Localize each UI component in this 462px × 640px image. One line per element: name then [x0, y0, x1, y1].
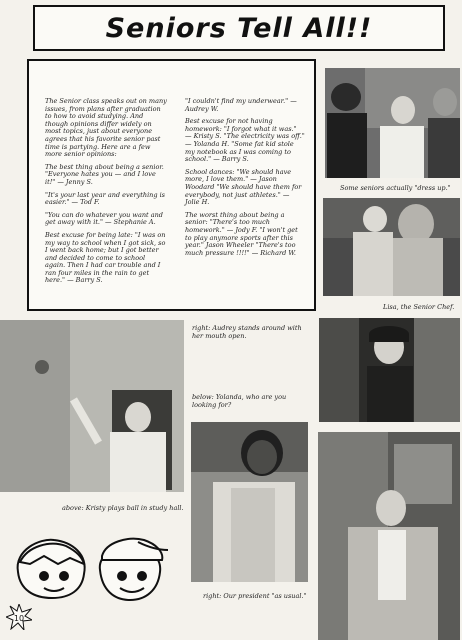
page-title: Seniors Tell All!! — [105, 13, 373, 44]
caption-yolanda: below: Yolanda, who are you looking for? — [192, 393, 287, 409]
article-paragraph: Best excuse for not having homework: "I forgot what it was." — Kristy S. "The electricity was off." — Yolanda H. "Some fat kid stole my notebook as I was coming to school." — Barry S. — [185, 117, 305, 164]
article-column-1 — [45, 98, 167, 290]
caption-kristy: above: Kristy plays ball in study hall. — [62, 504, 184, 512]
cartoon-girl-face-icon — [18, 540, 85, 598]
title-banner — [33, 5, 445, 51]
article-paragraph: The worst thing about being a senior: "There's too much homework." — Jody F. "I won't get to play anymore sports after this year." Jason Wheeler "There's too much pressure !!!!" — Richard W. — [185, 210, 298, 257]
caption-seniors-dress-up: Some seniors actually "dress up." — [340, 184, 451, 192]
article-paragraph: The best thing about being a senior. "Everyone hates you — and I love it!" — Jenny S. — [45, 162, 164, 186]
page-number-burst-icon — [6, 604, 32, 630]
article-column-2 — [185, 98, 305, 262]
photo-audrey — [319, 318, 460, 422]
article-paragraph: School dances: "We should have more, I love them." — Jason Woodard "We should have them for everybody, not just athletes." — Jolie H. — [185, 167, 302, 207]
photo-president — [318, 432, 460, 640]
article-paragraph: "I couldn't find my underwear." — Audrey W. — [185, 97, 297, 113]
article-paragraph: "It's your last year and everything is easier." — Tod F. — [45, 190, 165, 207]
article-box — [27, 59, 316, 311]
article-paragraph: "You can do whatever you want and get away with it." — Stephanie A. — [45, 210, 163, 227]
caption-senior-chef: Lisa, the Senior Chef. — [383, 303, 455, 311]
article-paragraph: Best excuse for being late: "I was on my way to school when I got sick, so I went back home; but I got better and decided to come to school again. Then I had car trouble and I ran four miles in the rain to get here." — Barry S. — [45, 230, 166, 285]
caption-president: right: Our president "as usual." — [203, 592, 307, 600]
cartoon-faces-drawing — [10, 532, 170, 604]
page-number: 10 — [13, 614, 25, 623]
article-paragraph: The Senior class speaks out on many issues, from plans after graduation to how to avoid studying. And though opinions differ widely on most topics, just about everyone agrees that his favorite senior past time is partying. Here are a few more senior opinions: — [45, 97, 167, 159]
photo-seniors-dress-up — [325, 68, 460, 178]
caption-audrey: right: Audrey stands around with her mouth open. — [192, 324, 302, 340]
photo-kristy-ball — [0, 320, 184, 492]
photo-senior-chef — [323, 198, 460, 296]
photo-yolanda — [191, 422, 308, 582]
cartoon-boy-face-icon — [100, 539, 168, 600]
